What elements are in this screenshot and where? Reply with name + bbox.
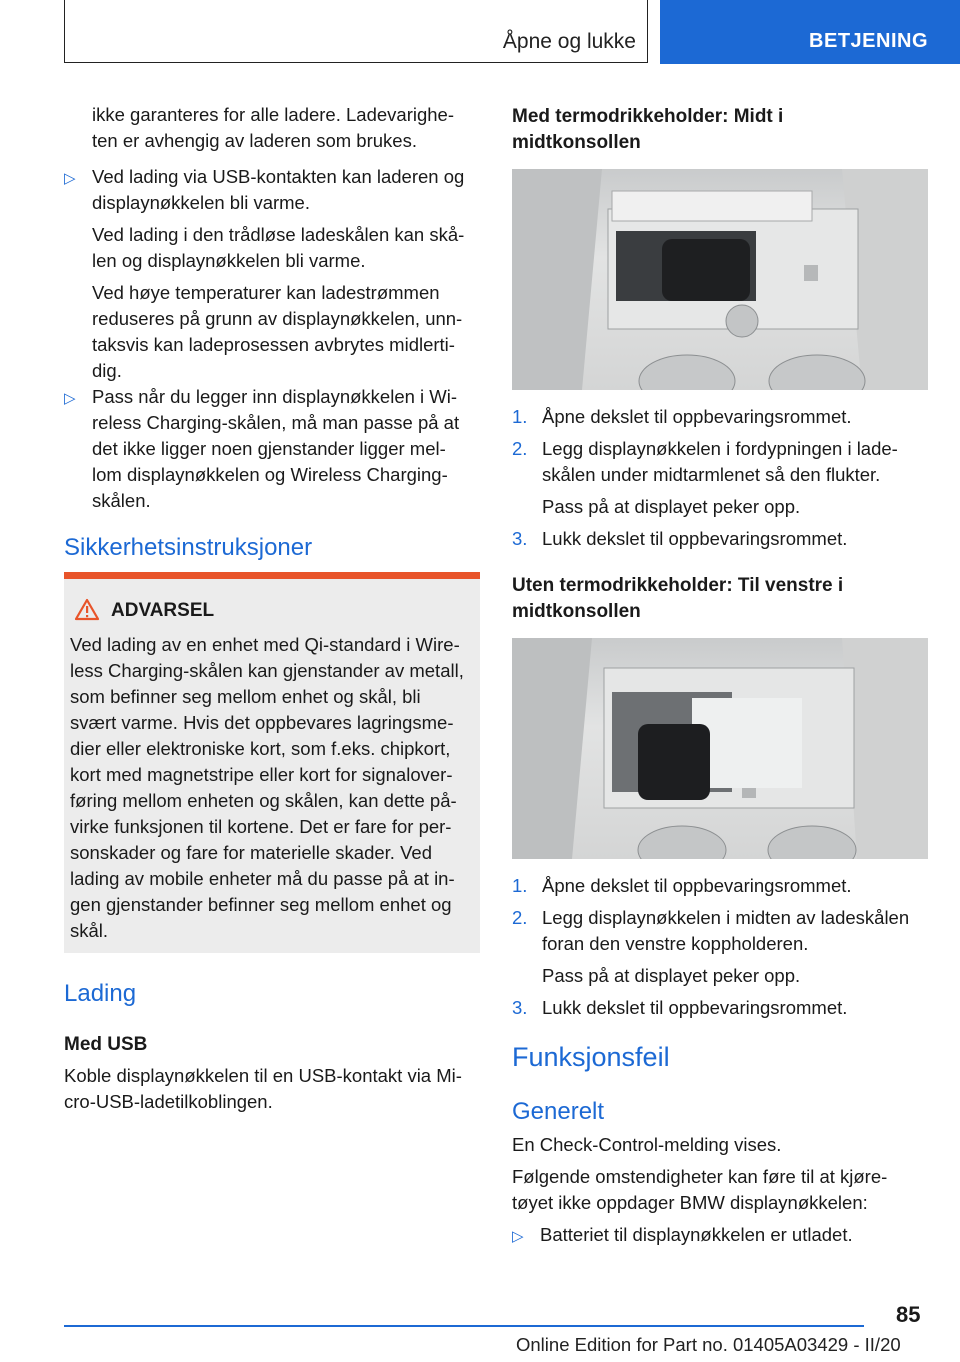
block1-steps [512,404,932,552]
bullet-triangle-icon: ▷ [512,1228,524,1245]
usb-paragraph: Koble displaynøkkelen til en USB-kontakt via Mi- cro-USB-ladetilkoblingen. [64,1065,462,1112]
warning-icon [74,598,100,626]
chapter-title: Åpne og lukke [502,30,636,53]
block1-step-3: 3. Lukk dekslet til oppbevaringsrommet. [512,528,848,549]
intro-paragraph: ikke garanteres for alle ladere. Ladevarighe- ten er avhengig av laderen som brukes. [92,104,454,151]
warning-title: ADVARSEL [111,600,215,621]
page-number: 85 [896,1302,921,1327]
section-tab-label: BETJENING [809,30,928,52]
warning-text: Ved lading av en enhet med Qi-standard i Wire- less Charging-skålen kan gjenstander av metall, som befinner seg mellom enhet og skål, bli svært varme. Hvis det oppbevares lagringsme- dier eller elektroniske kort, som f.eks. chipkort, kort med magnetstripe eller kort for signalover- føring mellom enheten og skålen, kan dette på- virke funksjonen til kortene. Det er fare for per- sonskader og fare for materielle skader. Ved lading av mobile enheter må du passe på at in- gen gjenstander befinner seg mellom enhet og skål. [70,634,464,941]
bullet-usb-heat: ▷ Ved lading via USB-kontakten kan laderen og displaynøkkelen bli varme. Ved lading i den trådløse ladeskålen kan skå- len og displaynøkkelen bli varme. Ved høye temperaturer kan ladestrømmen reduseres på grunn av displaynøkkelen, unn- taksvis kan ladeprosessen avbrytes midlerti- dig. [64,166,465,381]
general-bullet: ▷ Batteriet til displaynøkkelen er utladet. [512,1222,932,1248]
block2-step-1: 1. Åpne dekslet til oppbevaringsrommet. [512,875,852,896]
console-image-left [512,638,928,859]
malfunction-heading: Funksjonsfeil [512,1042,670,1072]
footer-rule [64,1325,864,1327]
warning-bar [64,572,480,579]
usb-heading: Med USB [64,1034,148,1055]
footer-edition: Online Edition for Part no. 01405A03429 - II/20 [516,1334,901,1355]
lading-heading: Lading [64,980,137,1007]
block1-step-1: 1. Åpne dekslet til oppbevaringsrommet. [512,406,852,427]
bullet-wireless-objects: ▷ Pass når du legger inn displaynøkkelen i Wi- reless Charging-skålen, må man passe på at det ikke ligger noen gjenstander ligger mel- lom displaynøkkelen og Wireless Charging- skålen. [64,386,460,511]
general-paragraph: En Check-Control-melding vises. Følgende omstendigheter kan føre til at kjøre- tøyet ikke oppdager BMW displaynøkkelen: [512,1134,888,1213]
section-tab[interactable] [660,0,960,64]
console-image-center [512,169,928,390]
block2-heading: Uten termodrikkeholder: Til venstre i midtkonsollen [512,575,844,622]
general-heading: Generelt [512,1098,605,1125]
safety-heading: Sikkerhetsinstruksjoner [64,534,313,561]
block2-steps [512,873,932,1021]
block2-step-2: 2. Legg displaynøkkelen i midten av ladeskålen foran den venstre koppholderen. Pass på at displayet peker opp. [512,907,910,986]
block1-step-2: 2. Legg displaynøkkelen i fordypningen i lade- skålen under midtarmlenet så den flukter. Pass på at displayet peker opp. [512,438,898,517]
block2-step-3: 3. Lukk dekslet til oppbevaringsrommet. [512,997,848,1018]
bullet-triangle-icon: ▷ [64,170,76,187]
bullet-triangle-icon: ▷ [64,390,76,407]
block1-heading: Med termodrikkeholder: Midt i midtkonsollen [512,106,784,153]
